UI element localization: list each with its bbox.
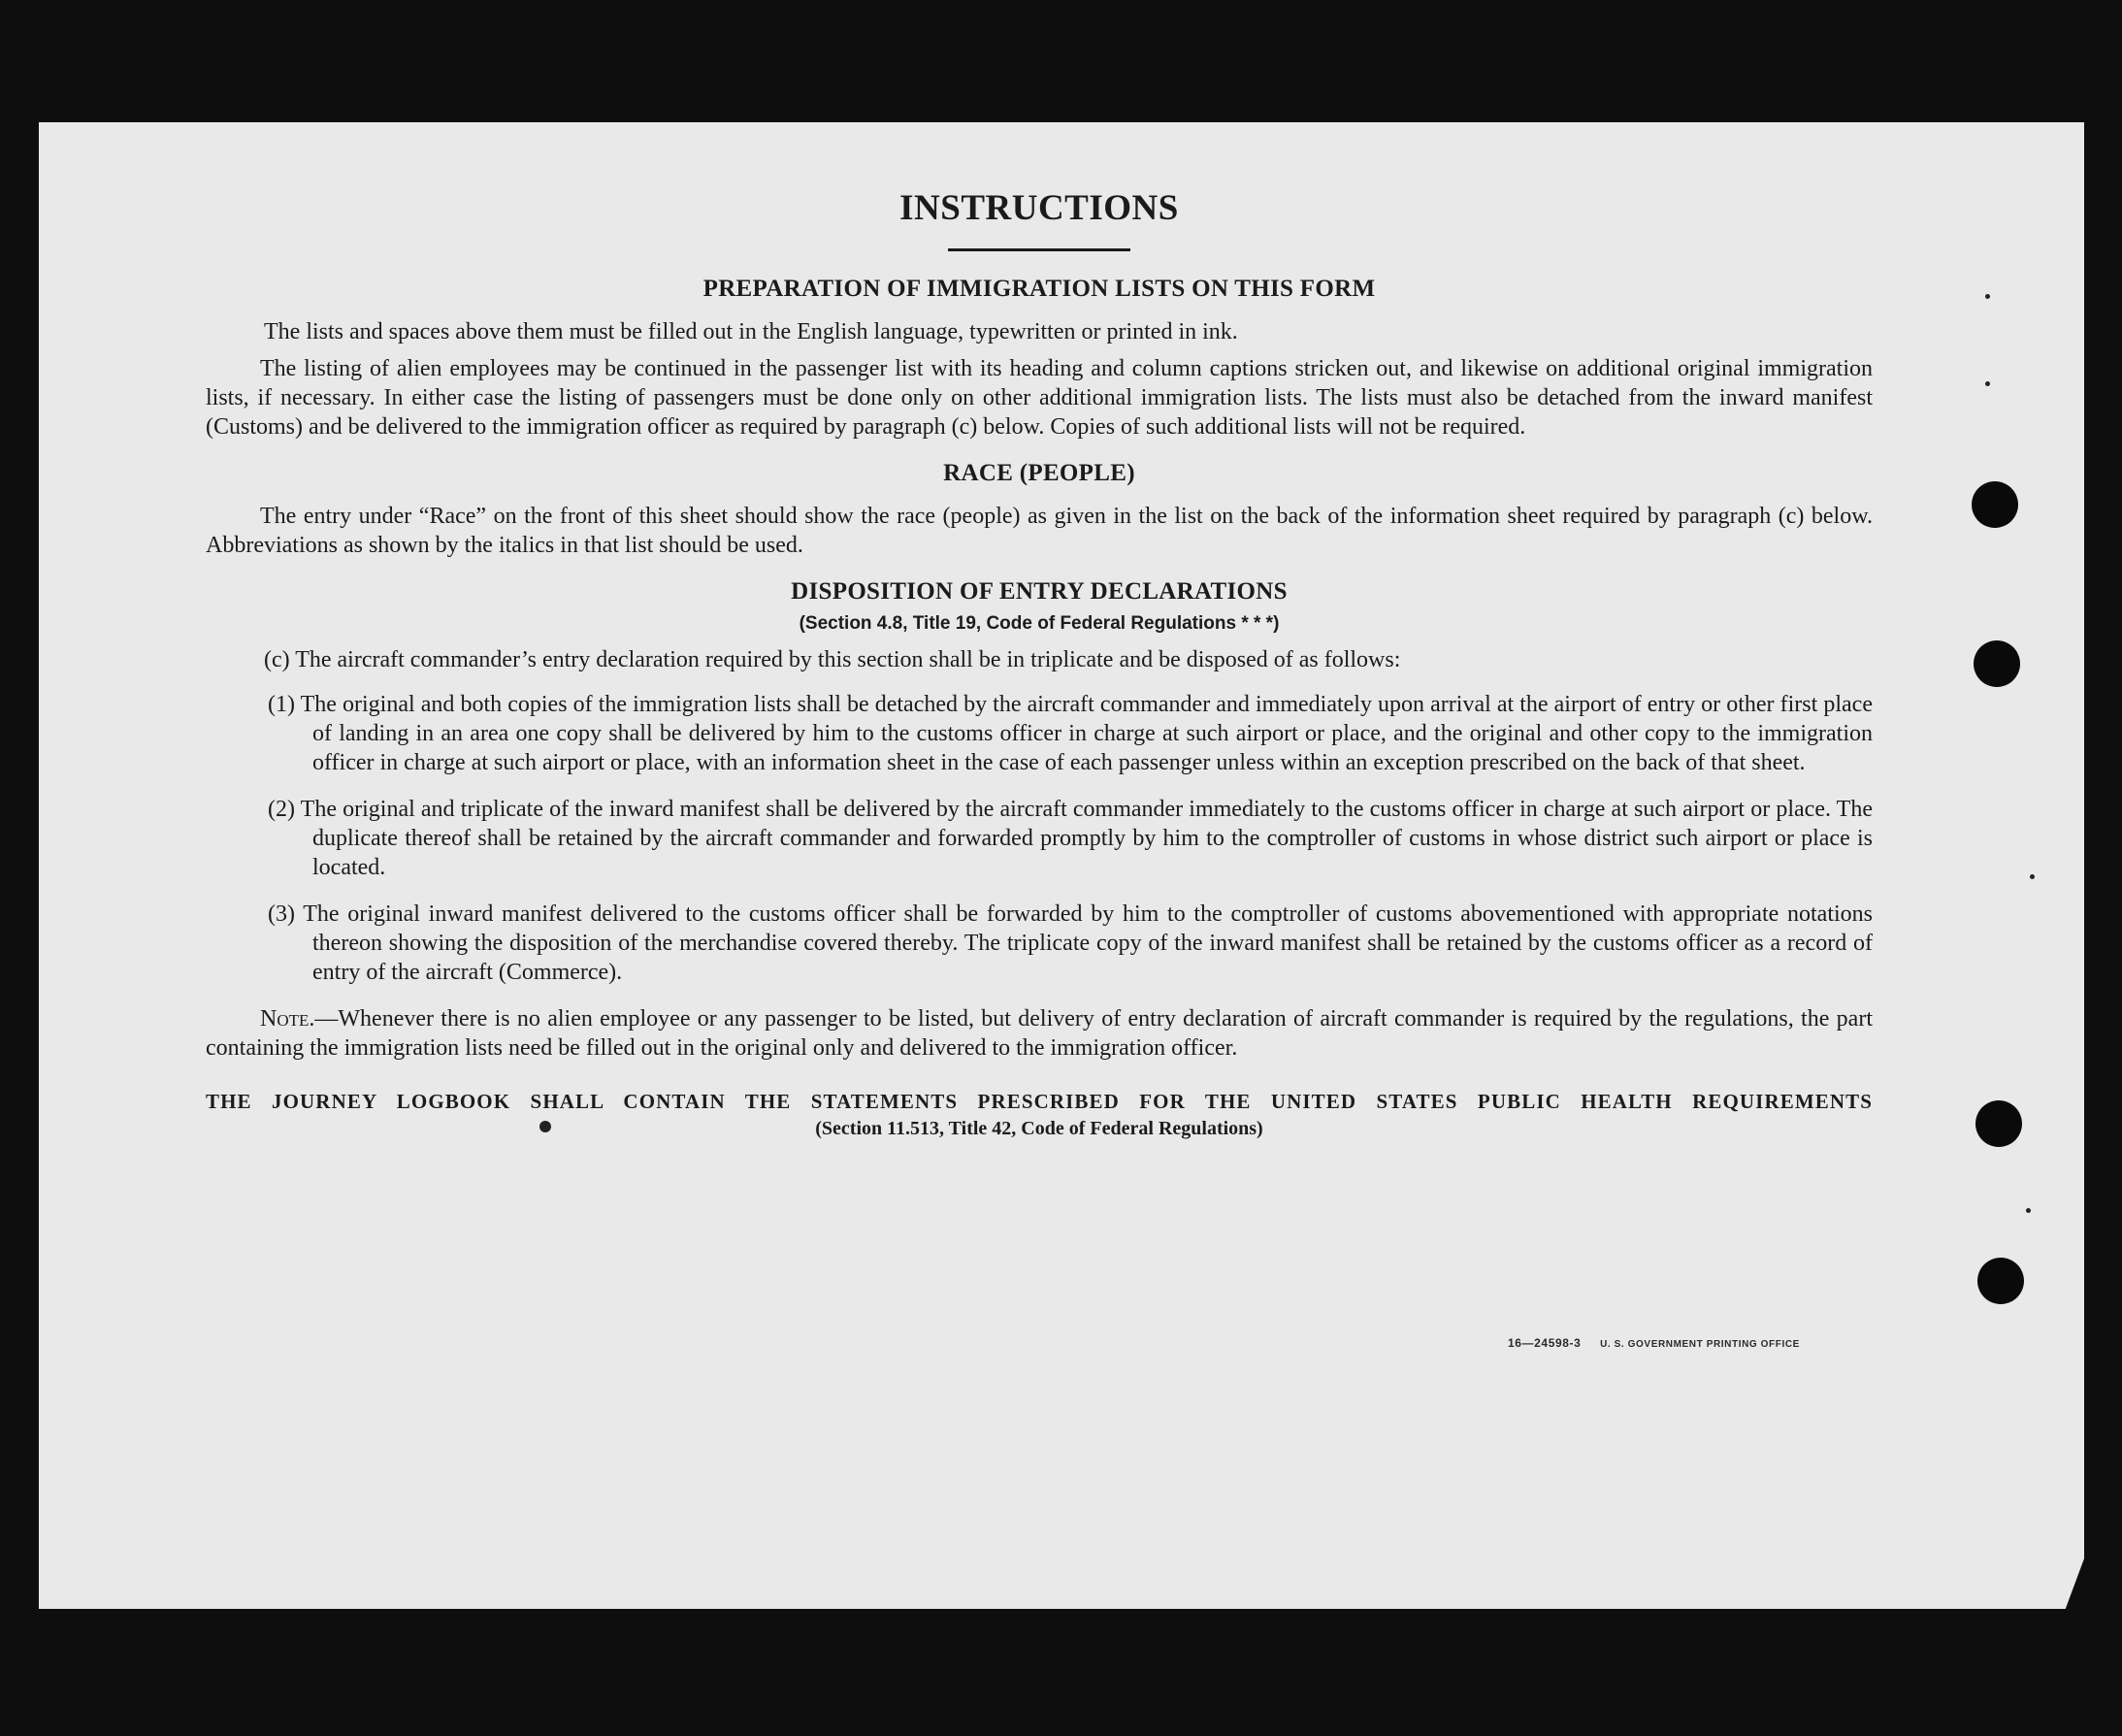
health-statement: THE JOURNEY LOGBOOK SHALL CONTAIN THE STATEMENTS PRESCRIBED FOR THE UNITED STATES PUBLIC HEALTH REQUIREMENTS <box>206 1090 1873 1113</box>
disposition-heading: DISPOSITION OF ENTRY DECLARATIONS <box>791 578 1288 605</box>
punch-hole <box>1972 481 2018 528</box>
page-title: INSTRUCTIONS <box>899 188 1179 228</box>
ink-speck <box>1985 294 1990 299</box>
disposition-intro: (c) The aircraft commander’s entry declaration required by this section shall be in triplicate and be disposed of as follows: <box>264 647 1401 672</box>
punch-hole <box>1974 640 2020 687</box>
note-paragraph <box>206 1004 1873 1063</box>
punch-hole <box>1977 1258 2024 1304</box>
race-paragraph: The entry under “Race” on the front of this sheet should show the race (people) as given in the list on the back of the information sheet required by paragraph (c) below. Abbreviations as shown by the italics in that list should be used. <box>206 504 1873 558</box>
disposition-citation: (Section 4.8, Title 19, Code of Federal Regulations * * *) <box>799 613 1280 634</box>
form-number: 16—24598-3 <box>1508 1336 1582 1350</box>
ink-speck <box>2030 874 2035 879</box>
punch-hole <box>1975 1100 2022 1147</box>
preparation-paragraph-1: The lists and spaces above them must be filled out in the English language, typewritten or printed in ink. <box>264 319 1238 344</box>
race-heading: RACE (PEOPLE) <box>943 460 1135 486</box>
disposition-item-1: (1) The original and both copies of the immigration lists shall be detached by the aircraft commander and immediately upon arrival at the airport of entry or other first place of landing in an area one copy shall be delivered by him to the customs officer in charge at such airport or place, and the original and other copy to the immigration officer in charge at such airport or place, with an information sheet in the case of each passenger unless within an exception prescribed on the back of that sheet. <box>268 692 1873 775</box>
disposition-item-3: (3) The original inward manifest delivered to the customs officer shall be forwarded by him to the comptroller of customs abovementioned with appropriate notations thereon showing the disposition of the merchandise covered thereby. The triplicate copy of the inward manifest shall be retained by the customs officer as a record of entry of the aircraft (Commerce). <box>268 901 1873 985</box>
note-label: Note. <box>260 1006 315 1032</box>
disposition-item-2: (2) The original and triplicate of the inward manifest shall be delivered by the aircraft commander immediately to the customs officer in charge at such airport or place. The duplicate thereof shall be retained by the aircraft commander and forwarded promptly by him to the comptroller of customs in whose district such airport or place is located. <box>268 797 1873 880</box>
printer-name: U. S. GOVERNMENT PRINTING OFFICE <box>1600 1339 1800 1350</box>
preparation-heading: PREPARATION OF IMMIGRATION LISTS ON THIS FORM <box>702 276 1376 302</box>
preparation-paragraph-2: The listing of alien employees may be continued in the passenger list with its heading and column captions stricken out, and likewise on additional original immigration lists, if necessary. In either case the listing of passengers must be done only on other additional immigration lists. The lists must also be detached from the inward manifest (Customs) and be delivered to the immigration officer as required by paragraph (c) below. Copies of such additional lists will not be required. <box>206 356 1873 440</box>
instructions-content <box>206 184 1873 1142</box>
title-rule <box>948 248 1130 251</box>
note-text: —Whenever there is no alien employee or any passenger to be listed, but delivery of entry declaration of aircraft commander is required by the regulations, the part containing the immigration lists need be filled out in the original only and delivered to the immigration officer. <box>206 1006 1873 1061</box>
ink-speck <box>2026 1208 2031 1213</box>
health-citation: (Section 11.513, Title 42, Code of Federal Regulations) <box>815 1118 1263 1139</box>
ink-speck <box>1985 381 1990 386</box>
footer-print-code <box>1508 1336 1800 1350</box>
